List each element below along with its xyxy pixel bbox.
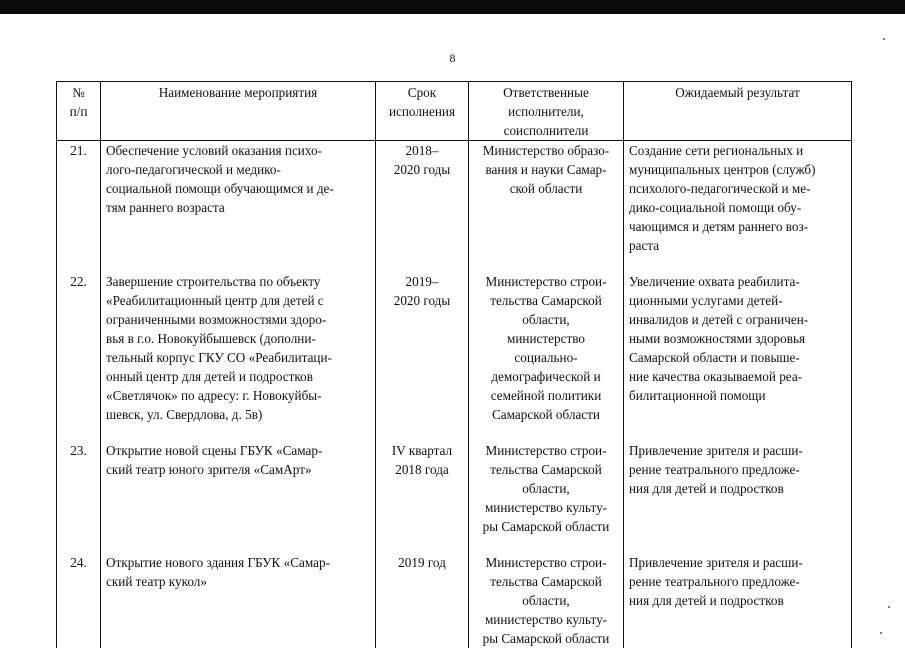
row-spacer xyxy=(57,424,852,441)
row-name: Открытие нового здания ГБУК «Самар- ский театр кукол» xyxy=(101,553,376,648)
table-header-row xyxy=(57,82,852,141)
row-number: 21. xyxy=(57,141,101,256)
header-responsible: Ответственные исполнители, соисполнители xyxy=(469,82,624,141)
row-result: Привлечение зрителя и расши- рение театрального предложе- ния для детей и подростков xyxy=(624,553,852,648)
scan-speck xyxy=(883,38,885,40)
row-number: 22. xyxy=(57,272,101,424)
row-result: Привлечение зрителя и расши- рение театрального предложе- ния для детей и подростков xyxy=(624,441,852,536)
row-spacer xyxy=(57,536,852,553)
scan-speck xyxy=(880,632,882,634)
row-number: 24. xyxy=(57,553,101,648)
row-spacer xyxy=(57,255,852,272)
header-term: Срок исполнения xyxy=(376,82,469,141)
row-responsible: Министерство строи- тельства Самарской области, министерство социально- демографической и семейной политики Самарской области xyxy=(469,272,624,424)
measures-table xyxy=(56,81,852,648)
row-name: Открытие новой сцены ГБУК «Самар- ский театр юного зрителя «СамАрт» xyxy=(101,441,376,536)
scan-speck xyxy=(888,606,890,608)
row-term: 2018– 2020 годы xyxy=(376,141,469,256)
header-name: Наименование мероприятия xyxy=(101,82,376,141)
row-responsible: Министерство образо- вания и науки Самар- ской области xyxy=(469,141,624,256)
row-responsible: Министерство строи- тельства Самарской области, министерство культу- ры Самарской области xyxy=(469,553,624,648)
row-term: IV квартал 2018 года xyxy=(376,441,469,536)
header-result: Ожидаемый результат xyxy=(624,82,852,141)
table-row xyxy=(57,141,852,256)
row-term: 2019 год xyxy=(376,553,469,648)
scan-top-border xyxy=(0,0,905,14)
table-row xyxy=(57,441,852,536)
page-number: 8 xyxy=(449,51,456,65)
row-name: Завершение строительства по объекту «Реабилитационный центр для детей с ограниченными возможностями здоро- вья в г.о. Новокуйбышевск (дополни- тельный корпус ГКУ СО «Реабилитаци- онный центр для детей и подростков «Светлячок» по адресу: г. Новокуйбы- шевск, ул. Свердлова, д. 5в) xyxy=(101,272,376,424)
row-result: Создание сети региональных и муниципальных центров (служб) психолого-педагогической и ме- дико-социальной помощи обу- чающимся и детям раннего воз- раста xyxy=(624,141,852,256)
row-name: Обеспечение условий оказания психо- лого-педагогической и медико- социальной помощи обучающимся и де- тям раннего возраста xyxy=(101,141,376,256)
row-result: Увеличение охвата реабилита- ционными услугами детей- инвалидов и детей с ограничен- ными возможностями здоровья Самарской области и повыше- ние качества оказываемой реа- билитационной помощи xyxy=(624,272,852,424)
row-term: 2019– 2020 годы xyxy=(376,272,469,424)
row-number: 23. xyxy=(57,441,101,536)
table-row xyxy=(57,553,852,648)
header-number: № п/п xyxy=(57,82,101,141)
row-responsible: Министерство строи- тельства Самарской области, министерство культу- ры Самарской области xyxy=(469,441,624,536)
table-row xyxy=(57,272,852,424)
